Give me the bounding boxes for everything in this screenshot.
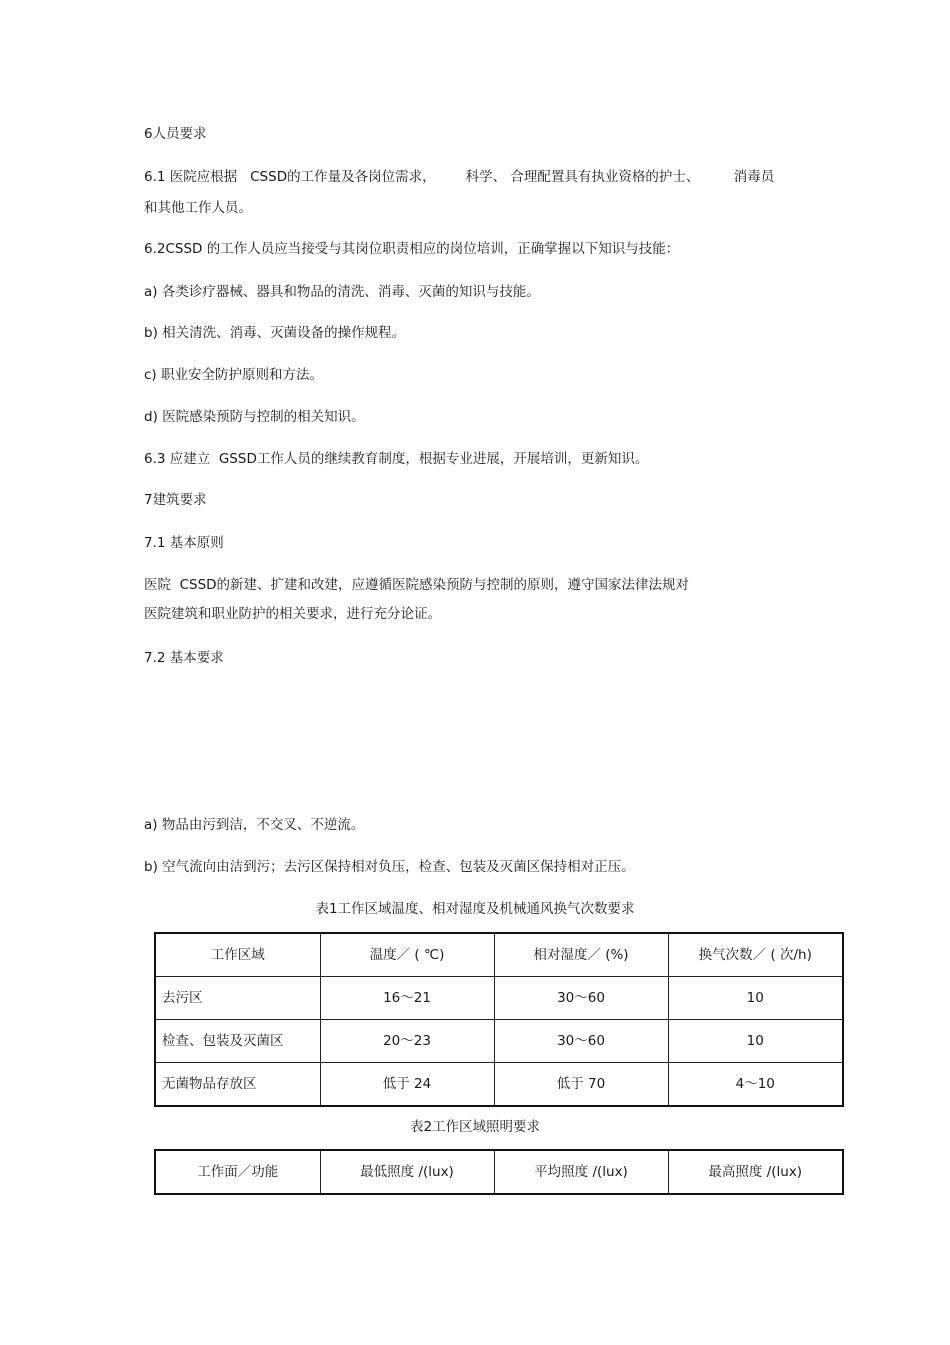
list-item-7-b: b) 空气流向由洁到污；去污区保持相对负压，检查、包装及灭菌区保持相对正压。 [144,859,635,875]
header-cell: 工作区域 [155,933,320,977]
table-cell: 10 [668,977,843,1020]
paragraph-6-1-line2: 和其他工作人员。 [144,200,252,216]
table-cell: 低于 24 [320,1063,494,1107]
table-cell: 10 [668,1020,843,1063]
header-cell: 平均照度 /(lux) [494,1150,668,1194]
table-row [155,1063,843,1107]
header-cell: 工作面／功能 [155,1150,320,1194]
table-2-caption: 表2工作区域照明要求 [409,1119,541,1135]
table-2 [154,1149,844,1195]
paragraph-6-3: 6.3 应建立 GSSD工作人员的继续教育制度，根据专业进展，开展培训，更新知识。 [144,451,649,467]
header-cell: 最低照度 /(lux) [320,1150,494,1194]
paragraph-7-1-line2: 医院建筑和职业防护的相关要求，进行充分论证。 [144,606,441,622]
table-cell: 30～60 [494,977,668,1020]
table-cell: 去污区 [155,977,320,1020]
table-header-row [155,933,843,977]
list-item-6-b: b) 相关清洗、消毒、灭菌设备的操作规程。 [144,325,406,341]
table-1 [154,932,844,1107]
table-cell: 30～60 [494,1020,668,1063]
table-cell: 4～10 [668,1063,843,1107]
table-header-row [155,1150,843,1194]
table-row [155,1020,843,1063]
list-item-7-a: a) 物品由污到洁，不交叉、不逆流。 [144,817,365,833]
paragraph-6-1-line1: 6.1 医院应根据 CSSD的工作量及各岗位需求， 科学、 合理配置具有执业资格的护士、 消毒员 [144,169,775,185]
section-7-heading: 7建筑要求 [144,492,207,508]
paragraph-6-2: 6.2CSSD 的工作人员应当接受与其岗位职责相应的岗位培训，正确掌握以下知识与技能： [144,241,680,257]
table-1-caption: 表1工作区域温度、相对湿度及机械通风换气次数要求 [315,901,635,917]
table-row [155,977,843,1020]
subsection-7-2-heading: 7.2 基本要求 [144,650,224,666]
header-cell: 最高照度 /(lux) [668,1150,843,1194]
table-cell: 16～21 [320,977,494,1020]
table-cell: 低于 70 [494,1063,668,1107]
table-cell: 无菌物品存放区 [155,1063,320,1107]
header-cell: 温度／ ( ℃) [320,933,494,977]
list-item-6-c: c) 职业安全防护原则和方法。 [144,367,323,383]
section-6-heading: 6人员要求 [144,126,207,142]
list-item-6-a: a) 各类诊疗器械、器具和物品的清洗、消毒、灭菌的知识与技能。 [144,284,540,300]
header-cell: 相对湿度／ (%) [494,933,668,977]
table-cell: 20～23 [320,1020,494,1063]
paragraph-7-1-line1: 医院 CSSD的新建、扩建和改建，应遵循医院感染预防与控制的原则，遵守国家法律法规对 [144,577,690,593]
subsection-7-1-heading: 7.1 基本原则 [144,535,224,551]
list-item-6-d: d) 医院感染预防与控制的相关知识。 [144,409,365,425]
header-cell: 换气次数／ ( 次/h) [668,933,843,977]
table-cell: 检查、包装及灭菌区 [155,1020,320,1063]
